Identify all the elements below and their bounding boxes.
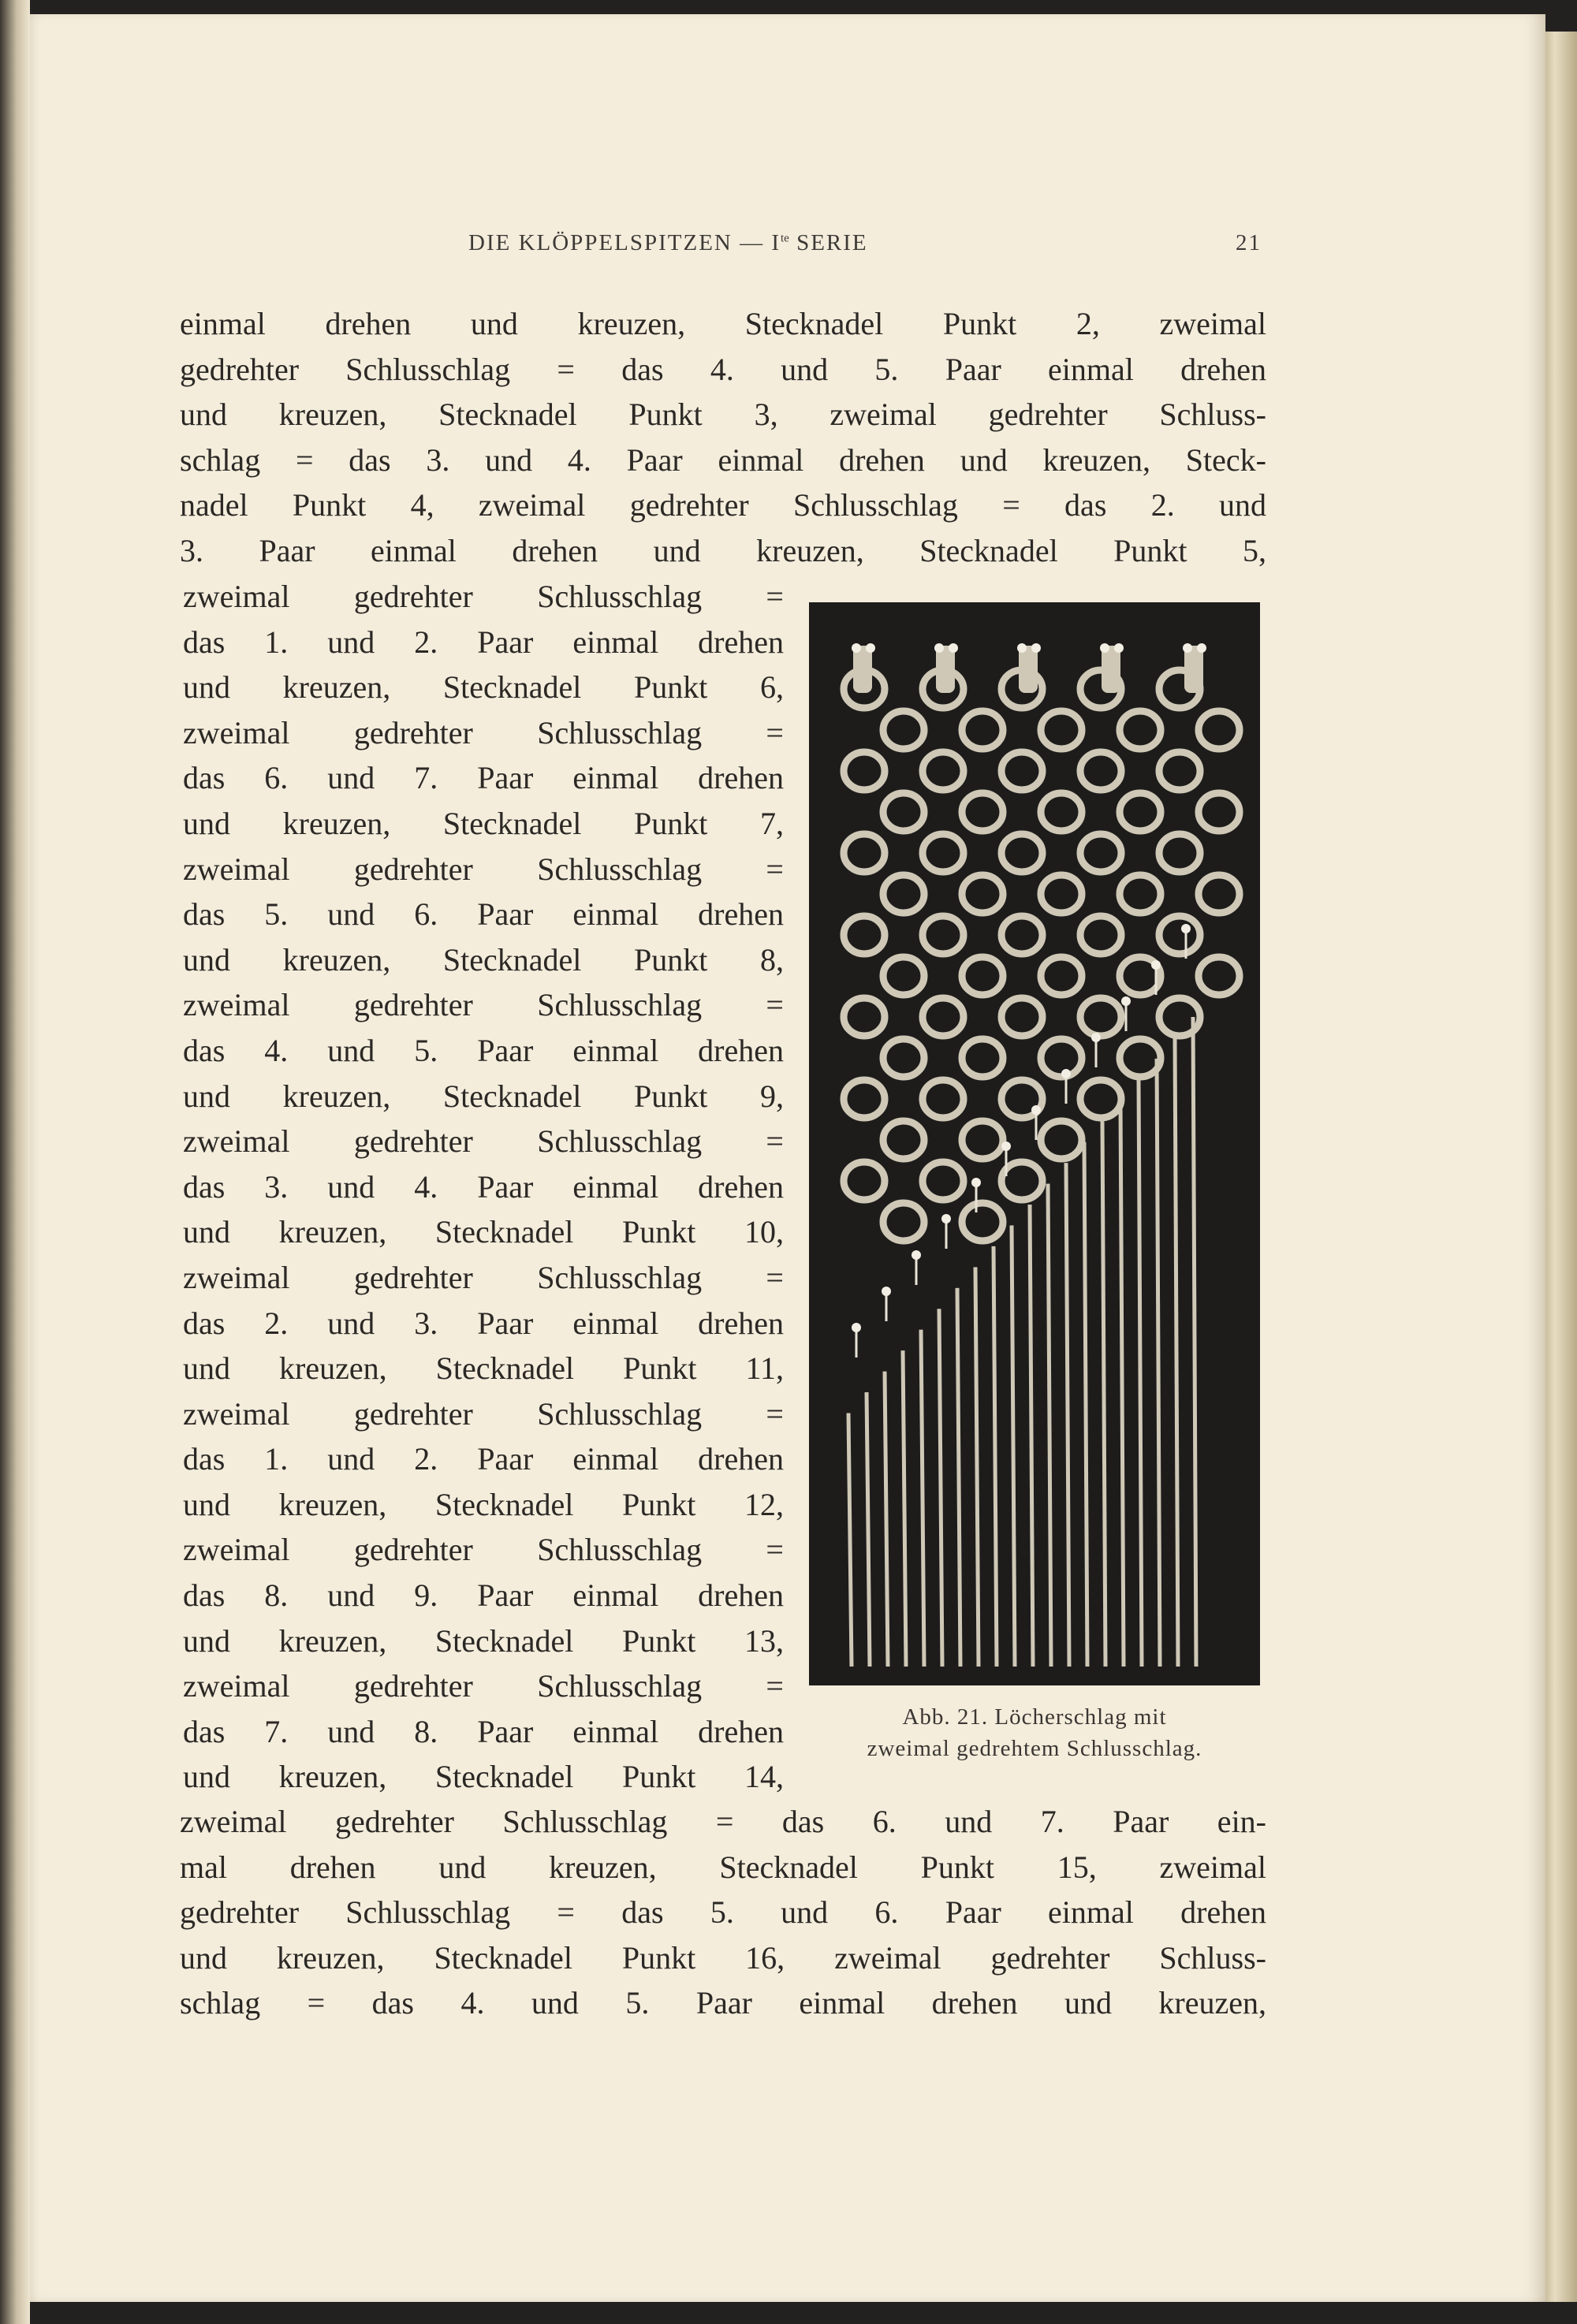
mesh-hole	[883, 793, 924, 831]
text-line: das 3. und 4. Paar einmal drehen	[183, 1168, 784, 1205]
text-line: und kreuzen, Stecknadel Punkt 10,	[183, 1214, 784, 1250]
text-line: zweimal gedrehter Schlusschlag = das 6. und 7. Paar ein-	[180, 1804, 1266, 1839]
hanging-thread	[921, 1330, 924, 1667]
mesh-hole	[1001, 752, 1042, 790]
pin-head	[912, 1250, 921, 1260]
top-pin-head	[1197, 643, 1206, 653]
text-line: und kreuzen, Stecknadel Punkt 7,	[183, 805, 784, 841]
mesh-hole	[883, 957, 924, 995]
pin-head	[1181, 924, 1191, 933]
text-line: und kreuzen, Stecknadel Punkt 14,	[183, 1759, 784, 1795]
paragraph-beside-figure	[183, 574, 784, 1800]
text-line: das 6. und 7. Paar einmal drehen	[183, 760, 784, 796]
mesh-hole	[1120, 1039, 1161, 1077]
text-line: zweimal gedrehter Schlusschlag =	[183, 1395, 784, 1432]
mesh-hole	[1041, 1121, 1082, 1159]
mesh-hole	[1001, 834, 1042, 872]
hanging-thread	[848, 1413, 852, 1667]
mesh-hole	[1080, 834, 1121, 872]
top-pin-head	[1017, 643, 1027, 653]
text-line: nadel Punkt 4, zweimal gedrehter Schlusschlag = das 2. und	[180, 487, 1266, 523]
text-line: zweimal gedrehter Schlusschlag =	[183, 1532, 784, 1568]
top-pin-head	[934, 643, 944, 653]
paragraph-bottom	[180, 1799, 1266, 2026]
hanging-thread	[903, 1350, 906, 1667]
pin-head	[1121, 996, 1131, 1006]
text-line: das 2. und 3. Paar einmal drehen	[183, 1305, 784, 1341]
mesh-hole	[1199, 793, 1240, 831]
mesh-hole	[962, 793, 1003, 831]
mesh-hole	[1199, 875, 1240, 913]
top-pin-head	[852, 643, 861, 653]
mesh-hole	[1041, 793, 1082, 831]
text-line: und kreuzen, Stecknadel Punkt 11,	[183, 1350, 784, 1387]
caption-line-1: Abb. 21. Löcherschlag mit	[902, 1704, 1167, 1730]
mesh-hole	[923, 834, 964, 872]
text-line: und kreuzen, Stecknadel Punkt 12,	[183, 1486, 784, 1522]
caption-line-2: zweimal gedrehtem Schlusschlag.	[867, 1736, 1202, 1761]
text-line: das 4. und 5. Paar einmal drehen	[183, 1032, 784, 1068]
hanging-thread	[1102, 1121, 1105, 1667]
hanging-thread	[957, 1288, 960, 1667]
text-line: und kreuzen, Stecknadel Punkt 16, zweimal gedrehter Schluss-	[180, 1939, 1266, 1976]
mesh-hole	[1001, 916, 1042, 954]
mesh-hole	[1080, 1080, 1121, 1118]
top-pin-head	[1031, 643, 1041, 653]
mesh-hole	[923, 752, 964, 790]
top-pin-head	[1183, 643, 1192, 653]
pin-head	[882, 1287, 891, 1296]
mesh-hole	[844, 752, 885, 790]
mesh-hole	[1120, 711, 1161, 749]
top-knot	[1184, 646, 1203, 693]
text-line: zweimal gedrehter Schlusschlag =	[183, 714, 784, 750]
mesh-hole	[962, 875, 1003, 913]
hanging-thread	[1120, 1101, 1124, 1667]
mesh-hole	[923, 1080, 964, 1118]
page-edge	[1545, 32, 1577, 2302]
text-line: das 7. und 8. Paar einmal drehen	[183, 1713, 784, 1749]
top-pin-head	[1114, 643, 1124, 653]
text-line: und kreuzen, Stecknadel Punkt 13,	[183, 1622, 784, 1659]
top-knot	[853, 646, 872, 693]
mesh-hole	[883, 875, 924, 913]
text-line: schlag = das 4. und 5. Paar einmal drehen und kreuzen,	[180, 1985, 1266, 2021]
hanging-thread	[1139, 1079, 1142, 1667]
hanging-thread	[1193, 1017, 1196, 1667]
pin-head	[1001, 1142, 1011, 1151]
hanging-thread	[867, 1392, 870, 1667]
mesh-hole	[883, 711, 924, 749]
hanging-thread	[994, 1246, 997, 1667]
top-knot	[1019, 646, 1038, 693]
hanging-thread	[1157, 1059, 1160, 1667]
mesh-hole	[1041, 875, 1082, 913]
mesh-hole	[962, 711, 1003, 749]
text-line: das 5. und 6. Paar einmal drehen	[183, 896, 784, 933]
top-pin-head	[866, 643, 875, 653]
hanging-thread	[1048, 1184, 1051, 1667]
pin-head	[1031, 1105, 1041, 1115]
pin-head	[1061, 1069, 1071, 1078]
text-line: und kreuzen, Stecknadel Punkt 9,	[183, 1078, 784, 1114]
pin-head	[1151, 960, 1161, 970]
hanging-thread	[885, 1372, 888, 1667]
mesh-hole	[883, 1121, 924, 1159]
text-line: das 1. und 2. Paar einmal drehen	[183, 624, 784, 660]
text-line: zweimal gedrehter Schlusschlag =	[183, 851, 784, 887]
pin-head	[852, 1323, 861, 1332]
mesh-hole	[1120, 875, 1161, 913]
top-knot	[1102, 646, 1120, 693]
mesh-hole	[1001, 1162, 1042, 1200]
text-line: und kreuzen, Stecknadel Punkt 6,	[183, 669, 784, 706]
mesh-hole	[1041, 957, 1082, 995]
text-line: 3. Paar einmal drehen und kreuzen, Stecknadel Punkt 5,	[180, 532, 1266, 568]
mesh-hole	[1159, 834, 1200, 872]
mesh-hole	[1159, 916, 1200, 954]
mesh-hole	[962, 1039, 1003, 1077]
mesh-hole	[844, 1080, 885, 1118]
hanging-thread	[975, 1267, 979, 1667]
paragraph-top	[180, 301, 1266, 574]
mesh-hole	[1199, 711, 1240, 749]
pin-head	[1091, 1033, 1101, 1042]
mesh-hole	[1041, 711, 1082, 749]
top-pin-head	[949, 643, 958, 653]
text-line: das 1. und 2. Paar einmal drehen	[183, 1441, 784, 1477]
mesh-hole	[923, 998, 964, 1036]
text-line: und kreuzen, Stecknadel Punkt 3, zweimal gedrehter Schluss-	[180, 397, 1266, 433]
mesh-hole	[923, 1162, 964, 1200]
figure-caption	[793, 1701, 1276, 1764]
hanging-thread	[1175, 1037, 1178, 1667]
mesh-hole	[1080, 752, 1121, 790]
hanging-thread	[1066, 1163, 1069, 1667]
mesh-hole	[1080, 916, 1121, 954]
mesh-hole	[1199, 957, 1240, 995]
running-header	[180, 230, 1262, 262]
top-pin-head	[1100, 643, 1109, 653]
mesh-hole	[883, 1039, 924, 1077]
lace-figure	[809, 602, 1260, 1685]
book-gutter	[0, 0, 30, 2324]
lace-illustration	[809, 602, 1260, 1685]
mesh-hole	[962, 1203, 1003, 1241]
text-line: und kreuzen, Stecknadel Punkt 8,	[183, 941, 784, 978]
text-line: gedrehter Schlusschlag = das 4. und 5. Paar einmal drehen	[180, 351, 1266, 387]
text-line: gedrehter Schlusschlag = das 5. und 6. Paar einmal drehen	[180, 1894, 1266, 1931]
mesh-hole	[844, 1162, 885, 1200]
text-line: schlag = das 3. und 4. Paar einmal drehen und kreuzen, Steck-	[180, 441, 1266, 478]
mesh-hole	[1041, 1039, 1082, 1077]
text-line: zweimal gedrehter Schlusschlag =	[183, 1668, 784, 1704]
mesh-hole	[1001, 998, 1042, 1036]
page-number: 21	[1236, 230, 1262, 255]
mesh-hole	[844, 998, 885, 1036]
hanging-thread	[1084, 1142, 1087, 1667]
mesh-hole	[962, 1121, 1003, 1159]
running-title: DIE KLÖPPELSPITZEN — $I^{te}$ SERIE	[468, 230, 868, 255]
mesh-hole	[923, 916, 964, 954]
mesh-hole	[1159, 752, 1200, 790]
text-line: einmal drehen und kreuzen, Stecknadel Punkt 2, zweimal	[180, 306, 1266, 341]
mesh-hole	[1080, 998, 1121, 1036]
hanging-thread	[1030, 1205, 1033, 1667]
text-line: zweimal gedrehter Schlusschlag =	[183, 987, 784, 1023]
mesh-hole	[883, 1203, 924, 1241]
text-line: zweimal gedrehter Schlusschlag =	[183, 1123, 784, 1160]
text-line: das 8. und 9. Paar einmal drehen	[183, 1577, 784, 1614]
mesh-hole	[962, 957, 1003, 995]
text-line: zweimal gedrehter Schlusschlag =	[183, 579, 784, 614]
pin-head	[941, 1214, 951, 1223]
mesh-hole	[1120, 793, 1161, 831]
text-line: zweimal gedrehter Schlusschlag =	[183, 1259, 784, 1295]
mesh-hole	[844, 834, 885, 872]
hanging-thread	[1012, 1225, 1015, 1667]
pin-head	[971, 1178, 981, 1187]
mesh-hole	[844, 916, 885, 954]
text-line: mal drehen und kreuzen, Stecknadel Punkt 15, zweimal	[180, 1849, 1266, 1885]
top-knot	[936, 646, 955, 693]
hanging-thread	[939, 1309, 942, 1667]
